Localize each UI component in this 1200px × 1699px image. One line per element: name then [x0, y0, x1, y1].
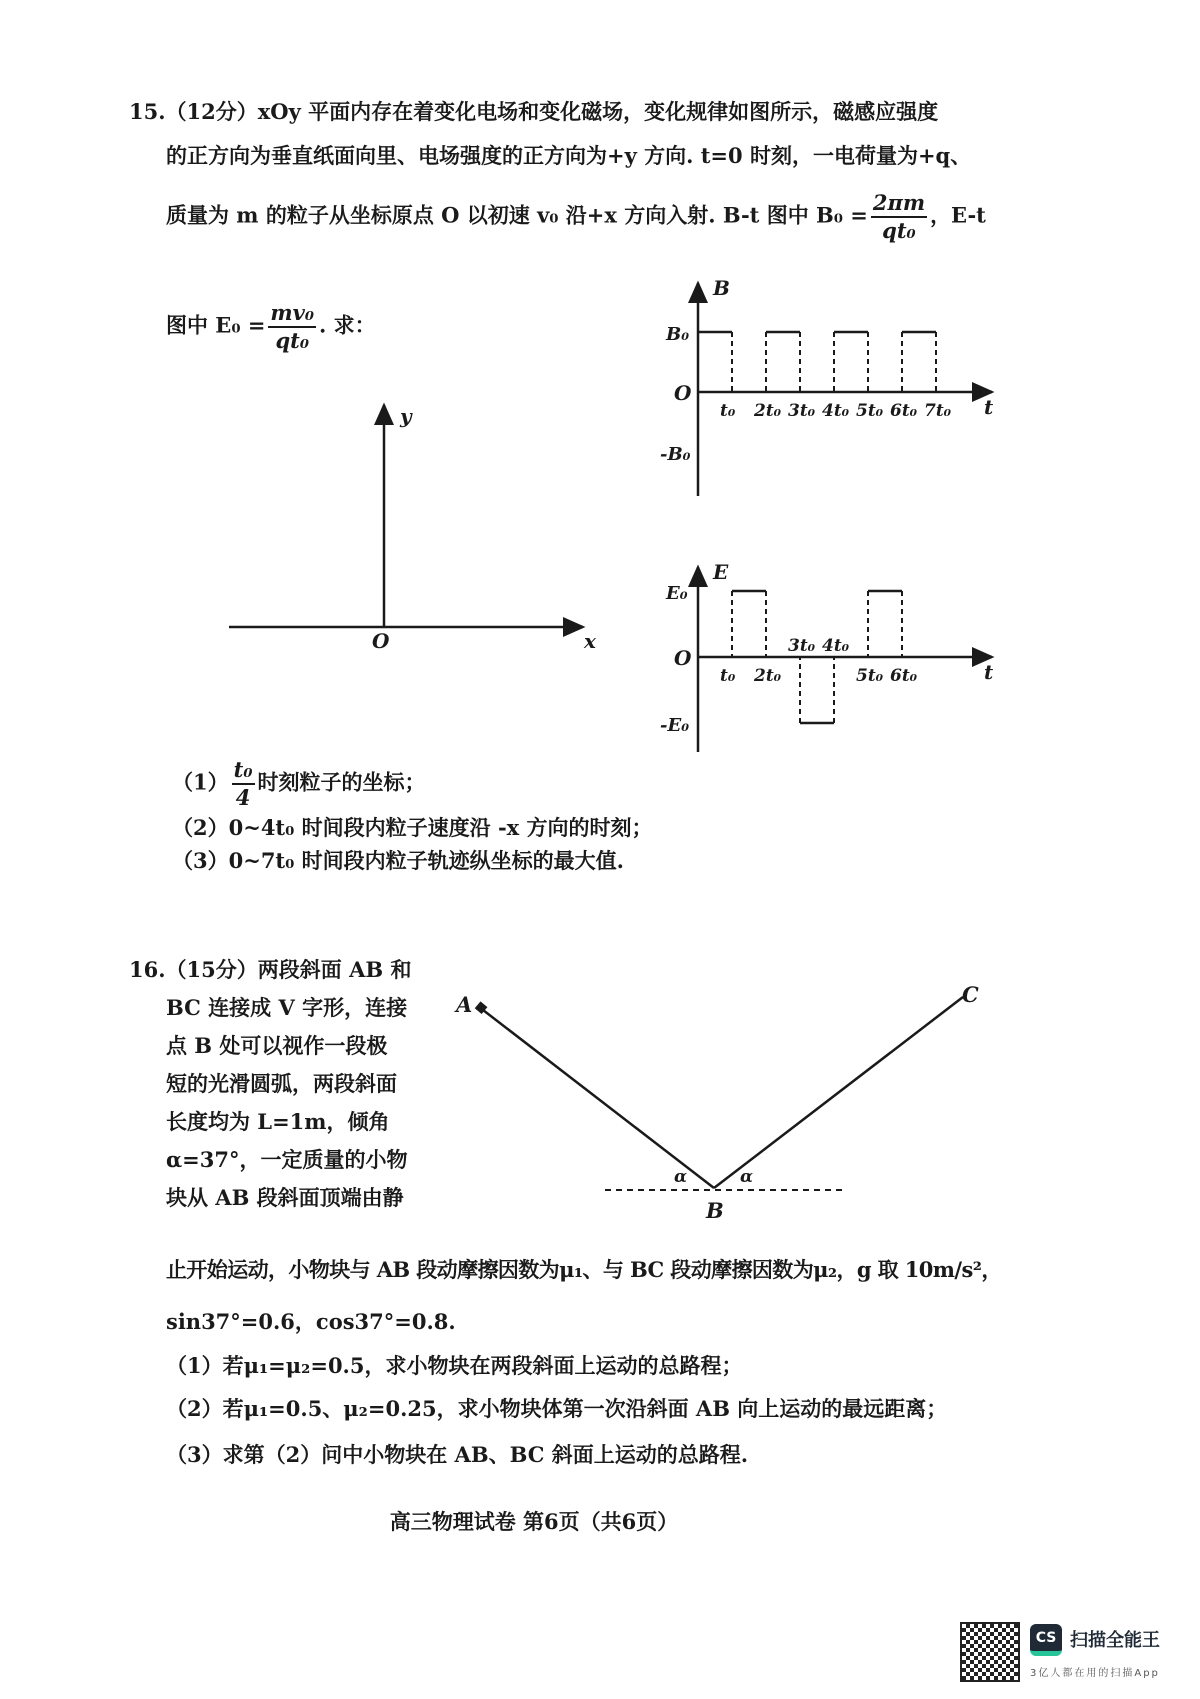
b0-numerator: 2πm	[871, 190, 927, 218]
q15-text-4: 图中 E₀ =	[166, 312, 266, 338]
tick-label: 6t₀	[890, 666, 918, 686]
tick-label: 2t₀	[754, 401, 782, 421]
e0-denominator: qt₀	[275, 328, 310, 353]
origin-label: O	[674, 646, 692, 670]
tick-label: 3t₀	[788, 401, 816, 421]
tick-label: 5t₀	[856, 666, 884, 686]
q16-side-line: 长度均为 L=1m，倾角	[166, 1109, 390, 1134]
q15-sub-1-prefix: （1）	[172, 769, 229, 795]
q16-side-line: 两段斜面 AB 和	[257, 957, 412, 982]
q15-number: 15.	[129, 99, 166, 124]
watermark-slogan: 3亿人都在用的扫描App	[1030, 1668, 1160, 1679]
origin-label: O	[372, 629, 390, 653]
tick-label: 6t₀	[890, 401, 918, 421]
q16-line-cont: 止开始运动，小物块与 AB 段动摩擦因数为μ₁、与 BC 段动摩擦因数为μ₂，g 取 10m/s²，	[166, 1257, 1002, 1282]
q15-line-2: 的正方向为垂直纸面向里、电场强度的正方向为+y 方向. t=0 时刻，一电荷量为+q、	[166, 143, 972, 168]
tick-label: t₀	[720, 666, 736, 686]
q16-sub-3: （3）求第（2）问中小物块在 AB、BC 斜面上运动的总路程.	[166, 1442, 749, 1467]
qr-code-icon	[960, 1622, 1020, 1682]
fraction-numerator: t₀	[232, 757, 255, 785]
q16-line-1	[129, 957, 411, 983]
q16-side-line: 点 B 处可以视作一段极	[166, 1033, 388, 1058]
camscanner-logo-icon: CS	[1030, 1624, 1062, 1656]
negative-level-label: -E₀	[660, 715, 690, 736]
axis-label: E	[713, 560, 729, 584]
alpha-left-label: α	[674, 1167, 688, 1187]
q16-sub-1: （1）若μ₁=μ₂=0.5，求小物块在两段斜面上运动的总路程；	[166, 1353, 743, 1378]
q15-score: （12分）	[165, 99, 258, 124]
q15-text-1: xOy 平面内存在着变化电场和变化磁场，变化规律如图所示，磁感应强度	[257, 99, 939, 124]
e-t-graph	[660, 560, 994, 752]
fraction-denominator: 4	[235, 785, 251, 810]
tick-label: 7t₀	[924, 401, 952, 421]
q15-sub-3: （3）0~7t₀ 时间段内粒子轨迹纵坐标的最大值.	[172, 848, 624, 873]
watermark-brand: 扫描全能王	[1070, 1630, 1160, 1651]
x-axis-label: x	[584, 629, 596, 653]
positive-level-label: E₀	[666, 583, 688, 604]
e0-numerator: mv₀	[268, 300, 316, 328]
tick-label: 5t₀	[856, 401, 884, 421]
t-axis-label: t	[984, 660, 994, 684]
q15-sub-2: （2）0~4t₀ 时间段内粒子速度沿 -x 方向的时刻；	[172, 815, 653, 840]
origin-label: O	[674, 381, 692, 405]
tick-label: 2t₀	[754, 666, 782, 686]
axis-label: B	[713, 276, 730, 300]
negative-level-label: -B₀	[660, 444, 691, 465]
q16-side-line: BC 连接成 V 字形，连接	[166, 995, 408, 1020]
y-axis-label: y	[400, 404, 412, 428]
tick-label: 3t₀	[788, 636, 816, 656]
q16-line-trig: sin37°=0.6，cos37°=0.8.	[166, 1309, 456, 1334]
q15-text-3-end: ，E-t	[930, 202, 986, 228]
v-incline-diagram	[454, 982, 979, 1223]
q16-side-line: 块从 AB 段斜面顶端由静	[166, 1185, 404, 1210]
q15-sub-1-text: 时刻粒子的坐标；	[257, 769, 426, 795]
q16-side-line: α=37°，一定质量的小物	[166, 1147, 408, 1172]
page-footer: 高三物理试卷 第6页（共6页）	[389, 1509, 679, 1534]
xy-axes	[229, 404, 597, 653]
t0-over-4-fraction	[232, 757, 255, 811]
incline-bc	[714, 997, 963, 1188]
b0-denominator: qt₀	[882, 218, 916, 243]
point-b-label: B	[706, 1198, 724, 1223]
q16-score: （15分）	[165, 957, 258, 982]
q15-text-4-end: . 求：	[319, 312, 376, 338]
q16-sub-2: （2）若μ₁=0.5、μ₂=0.25，求小物块体第一次沿斜面 AB 向上运动的最远距离；	[166, 1396, 948, 1421]
point-c-label: C	[962, 982, 979, 1007]
incline-ab	[483, 1010, 714, 1188]
tick-label: t₀	[720, 401, 736, 421]
point-a-label: A	[456, 992, 473, 1017]
t-axis-label: t	[984, 395, 994, 419]
q15-sub-1	[172, 757, 426, 811]
positive-level-label: B₀	[666, 324, 690, 345]
q16-side-line: 短的光滑圆弧，两段斜面	[166, 1071, 397, 1096]
b-t-graph	[660, 276, 994, 496]
q16-number: 16.	[129, 957, 166, 982]
q15-text-3: 质量为 m 的粒子从坐标原点 O 以初速 v₀ 沿+x 方向入射. B-t 图中 B₀ =	[166, 202, 868, 228]
tick-label: 4t₀	[822, 401, 850, 421]
alpha-right-label: α	[740, 1167, 754, 1187]
scanner-watermark	[960, 1618, 1195, 1688]
tick-label: 4t₀	[822, 636, 850, 656]
